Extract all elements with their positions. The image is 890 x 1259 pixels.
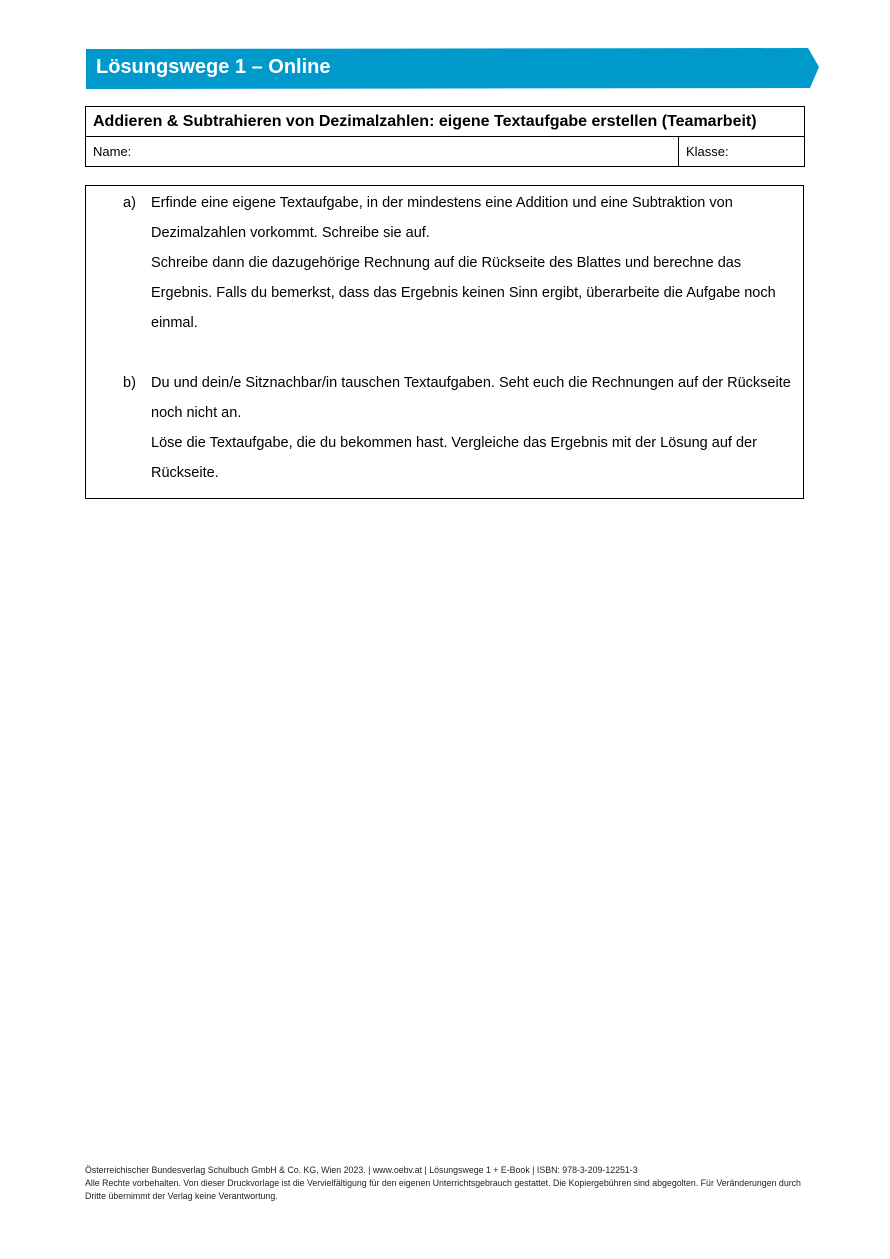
task-box — [85, 185, 804, 499]
footer — [85, 1164, 805, 1203]
task-b-text — [151, 368, 793, 488]
task-b-label: b) — [123, 375, 136, 391]
task-a-paragraph-1: Erfinde eine eigene Textaufgabe, in der mindestens eine Addition und eine Subtraktion von Dezimalzahlen vorkommt. Schreibe sie auf. — [151, 195, 733, 241]
worksheet-header-table — [85, 106, 805, 167]
footer-line-2: Alle Rechte vorbehalten. Von dieser Druckvorlage ist die Vervielfältigung für den eigenen Unterrichtsgebrauch gestattet. Die Kopiergebühren sind abgegolten. Für Veränderungen durch Dritte übernimmt der Verlag keine Verantwortung. — [85, 1178, 801, 1201]
footer-line-1: Österreichischer Bundesverlag Schulbuch GmbH & Co. KG, Wien 2023. | www.oebv.at | Lösungswege 1 + E-Book | ISBN: 978-3-209-12251-3 — [85, 1165, 638, 1175]
task-a-label: a) — [123, 195, 136, 211]
task-a-text — [151, 188, 793, 338]
class-field[interactable]: Klasse: — [679, 137, 805, 167]
name-field[interactable]: Name: — [86, 137, 679, 167]
worksheet-title: Addieren & Subtrahieren von Dezimalzahlen: eigene Textaufgabe erstellen (Teamarbeit) — [86, 107, 805, 137]
task-b-paragraph-1: Du und dein/e Sitznachbar/in tauschen Textaufgaben. Seht euch die Rechnungen auf der Rückseite noch nicht an. — [151, 375, 791, 421]
task-b — [123, 368, 793, 488]
task-b-paragraph-2: Löse die Textaufgabe, die du bekommen hast. Vergleiche das Ergebnis mit der Lösung auf der Rückseite. — [151, 435, 757, 481]
banner — [86, 48, 819, 89]
task-a-paragraph-2: Schreibe dann die dazugehörige Rechnung auf die Rückseite des Blattes und berechne das Ergebnis. Falls du bemerkst, dass das Ergebnis keinen Sinn ergibt, überarbeite die Aufgabe noch einmal. — [151, 255, 776, 331]
banner-title: Lösungswege 1 – Online — [96, 56, 331, 78]
task-a — [123, 188, 793, 338]
